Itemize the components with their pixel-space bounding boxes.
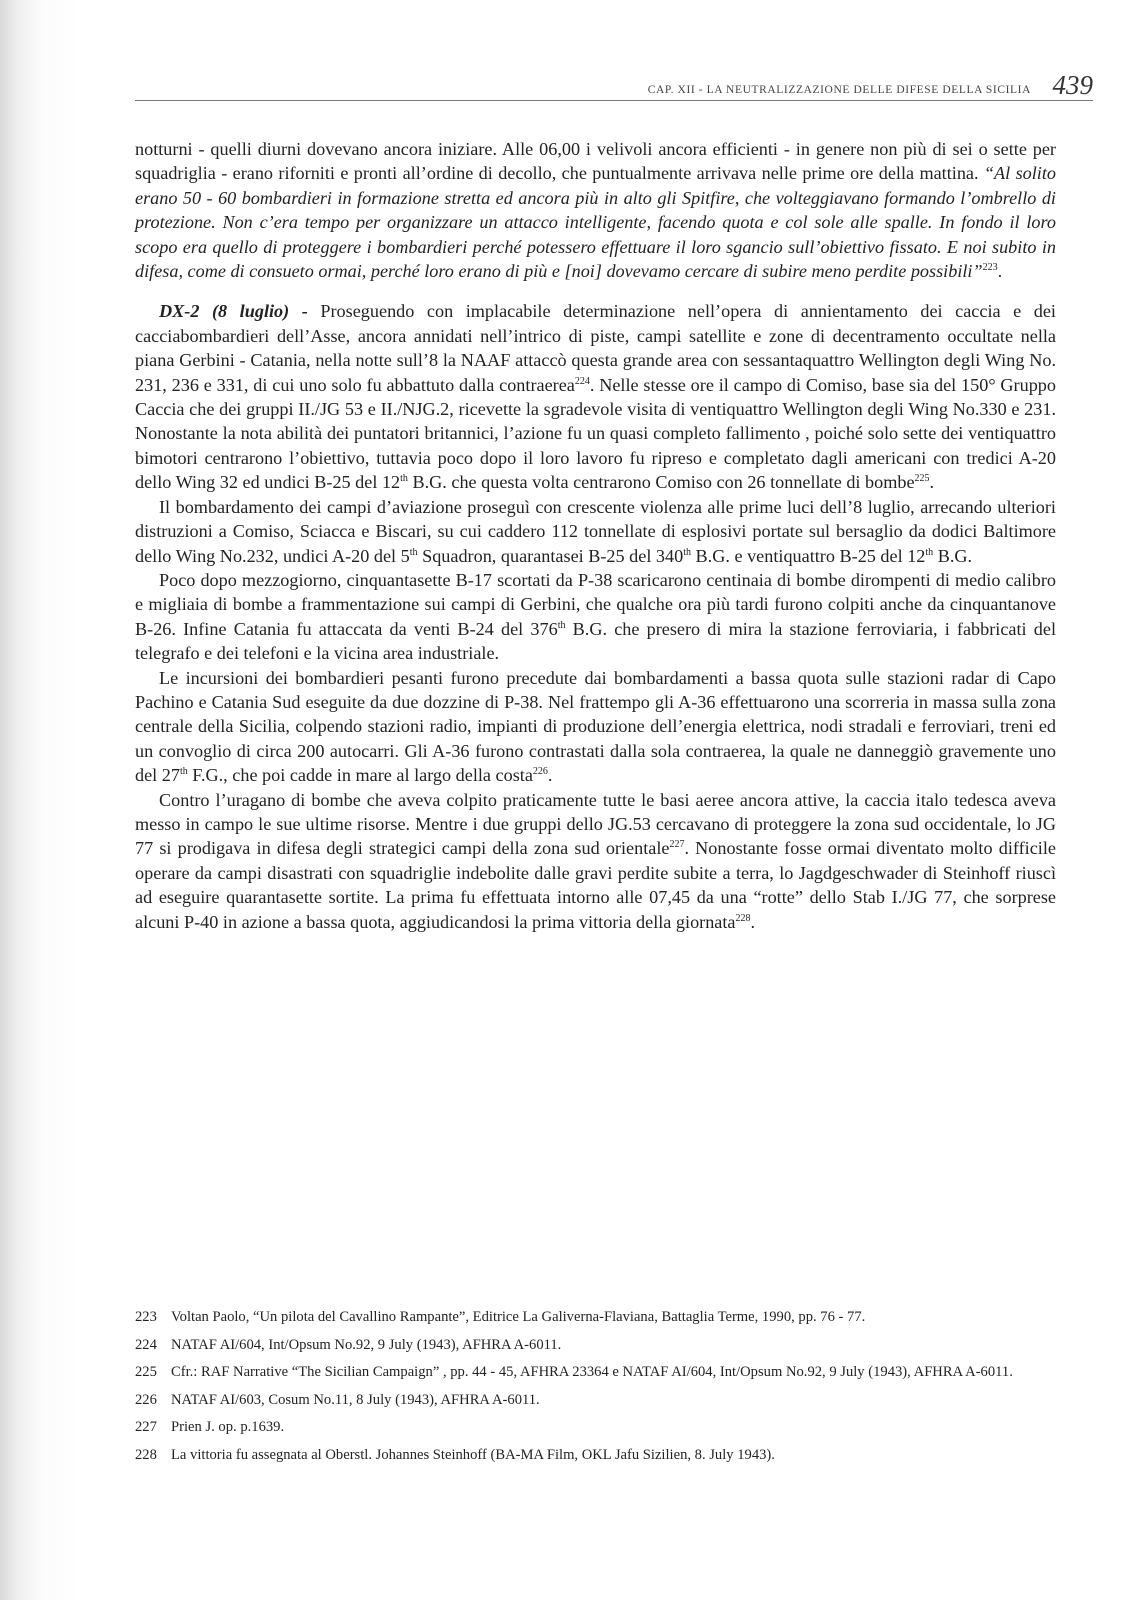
paragraph-text: Il bombardamento dei campi d’aviazione proseguì con crescente violenza alle prime luci dell’8 luglio, arrecando ulteriori distruzioni a Comiso, Sciacca e Biscari, su cui caddero 112 tonnellate di esplosivi portate sul bersaglio da dodici Baltimore dello Wing No.232, undici A-20 del 5: [135, 496, 1056, 566]
paragraph-text: B.G. e ventiquattro B-25 del 12: [691, 545, 926, 566]
footnote-226: [135, 1391, 1056, 1410]
ordinal-suffix: th: [409, 546, 418, 558]
footnote-text: Voltan Paolo, “Un pilota del Cavallino Rampante”, Editrice La Galiverna-Flaviana, Battaglia Terme, 1990, pp. 76 - 77.: [171, 1309, 866, 1325]
footnote-text: Prien J. op. p.1639.: [171, 1419, 285, 1436]
paragraph-dx2: [135, 299, 1056, 494]
ordinal-suffix: th: [400, 473, 408, 485]
paragraph-text: . Nonostante fosse ormai diventato molto difficile operare da campi disastrati con squadriglie indebolite dalle gravi perdite subite a terra, lo Jagdgeschwader di Steinhoff riuscì ad eseguire quarantasette sortite. La prima fu effettuata intorno alle 07,45 da una “rotte” dello Stab I./JG 77, che sorprese alcuni P-40 in azione a bassa quota, aggiudicandosi la prima vittoria della giornata: [135, 838, 1056, 932]
footnote-225: [135, 1363, 1056, 1382]
footnote-number: 223: [135, 1309, 157, 1325]
footnote-number: 224: [135, 1336, 157, 1353]
paragraph-1: [135, 137, 1056, 283]
ordinal-suffix: th: [925, 546, 934, 558]
paragraph-text: F.G., che poi cadde in mare al largo della costa: [187, 765, 533, 786]
quote-text: “Al solito erano 50 - 60 bombardieri in formazione stretta ed ancora più in alto gli Spitfire, che volteggiavano formando l’ombrello di protezione. Non c’era tempo per organizzare un attacco intelligente, facendo quota e col sole alle spalle. In fondo il loro scopo era quello di proteggere i bombardieri perché potessero effettuare il loro sgancio sull’obiettivo fissato. E noi subito in difesa, come di consueto ormai, perché loro erano di più e [noi] dovevamo cercare di subire meno perdite possibili”: [135, 163, 1057, 282]
paragraph-text: Contro l’uragano di bombe che aveva colpito praticamente tutte le basi aeree ancora attive, la caccia italo tedesca aveva messo in campo le sue ultime risorse. Mentre i due gruppi dello JG.53 cercavano di proteggere la zona sud occidentale, lo JG 77 si prodigava in difesa degli strategici campi della zona sud orientale: [135, 789, 1056, 859]
paragraph-text: B.G.: [933, 545, 973, 566]
ordinal-suffix: th: [683, 546, 691, 558]
footnote-number: 225: [135, 1364, 157, 1381]
paragraph-3: [135, 495, 1056, 568]
footnote-text: Cfr.: RAF Narrative “The Sicilian Campaign” , pp. 44 - 45, AFHRA 23364 e NATAF AI/604, Int/Opsum No.92, 9 July (1943), AFHRA A-6011.: [171, 1364, 1013, 1381]
paragraph-text: B.G. che questa volta centrarono Comiso con 26 tonnellate di bombe: [407, 472, 915, 493]
paragraph-end: .: [929, 472, 935, 493]
paragraph-text: Poco dopo mezzogiorno, cinquantasette B-17 scortati da P-38 scaricarono centinaia di bombe dirompenti di medio calibro e migliaia di bombe a frammentazione sui campi di Gerbini, che qualche ora più tardi furono colpiti anche da cinquantanove B-26. Infine Catania fu attaccata da venti B-24 del 376: [135, 569, 1056, 639]
footnote-ref-225: 225: [914, 473, 930, 485]
ordinal-suffix: th: [179, 766, 188, 778]
paragraph-text: B.G. che presero di mira la stazione ferroviaria, i fabbricati del telegrafo e dei telefoni e la vicina area industriale.: [135, 618, 1056, 664]
paragraph-5: [135, 666, 1056, 788]
paragraph-end: .: [750, 911, 756, 932]
footnote-number: 226: [135, 1391, 157, 1408]
paragraph-text: notturni - quelli diurni dovevano ancora iniziare. Alle 06,00 i velivoli ancora efficienti - in genere non più di sei o sette per squadriglia - erano riforniti e pronti all’ordine di decollo, che puntualmente arrivava nelle prime ore della mattina.: [135, 139, 1056, 184]
footnote-ref-227: 227: [669, 839, 685, 851]
footnote-ref-223: 223: [982, 262, 998, 274]
footnote-ref-224: 224: [574, 375, 590, 387]
page-number: 439: [1052, 70, 1093, 100]
footnote-number: 228: [135, 1446, 157, 1463]
footnote-number: 227: [135, 1419, 157, 1436]
ordinal-suffix: th: [557, 619, 566, 631]
paragraph-text: Squadron, quarantasei B-25 del 340: [417, 545, 684, 566]
footnote-228: [135, 1446, 1056, 1465]
paragraph-end: .: [997, 261, 1003, 282]
page-header: [135, 70, 1093, 101]
footnote-text: NATAF AI/604, Int/Opsum No.92, 9 July (1943), AFHRA A-6011.: [171, 1336, 562, 1353]
footnote-text: NATAF AI/603, Cosum No.11, 8 July (1943), AFHRA A-6011.: [171, 1391, 540, 1408]
footnote-227: [135, 1418, 1056, 1437]
running-head: CAP. XII - LA NEUTRALIZZAZIONE DELLE DIFESE DELLA SICILIA: [647, 84, 1031, 96]
footnote-ref-226: 226: [532, 766, 548, 778]
body-text: [135, 137, 1056, 934]
footnote-text: La vittoria fu assegnata al Oberstl. Johannes Steinhoff (BA-MA Film, OKL Jafu Sizilien, 8. July 1943).: [171, 1446, 775, 1463]
section-title-dx2: DX-2 (8 luglio) -: [159, 301, 308, 322]
paragraph-6: [135, 788, 1056, 934]
footnote-224: [135, 1336, 1056, 1355]
paragraph-text: . Nelle stesse ore il campo di Comiso, base sia del 150° Gruppo Caccia che dei gruppi II./JG 53 e II./NJG.2, ricevette la sgradevole visita di ventiquattro Wellington degli Wing No.330 e 231. Nonostante la nota abilità dei puntatori britannici, l’azione fu un quasi completo fallimento , poiché solo sette dei ventiquattro bimotori centrarono l’obiettivo, tuttavia poco dopo il loro lavoro fu ripreso e completato dagli americani con tredici A-20 dello Wing 32 ed undici B-25 del 12: [135, 374, 1056, 493]
paragraph-text: Le incursioni dei bombardieri pesanti furono precedute dai bombardamenti a bassa quota sulle stazioni radar di Capo Pachino e Catania Sud eseguite da due dozzine di P-38. Nel frattempo gli A-36 effettuarono una scorreria in massa sulla zona centrale della Sicilia, colpendo stazioni radio, impianti di produzione dell’energia elettrica, nodi stradali e ferroviari, treni ed un convoglio di circa 200 autocarri. Gli A-36 furono contrastati dalla sola contraerea, la quale ne danneggiò gravemente uno del 27: [135, 667, 1056, 786]
paragraph-end: .: [547, 765, 553, 786]
paragraph-4: [135, 568, 1056, 666]
paragraph-text: Proseguendo con implacabile determinazione nell’opera di annientamento dei caccia e dei cacciabombardieri dell’Asse, ancora annidati nell’intrico di piste, campi satellite e zone di decentramento occultate nella piana Gerbini - Catania, nella notte sull’8 la NAAF attaccò questa grande area con sessantaquattro Wellington degli Wing No. 231, 236 e 331, di cui uno solo fu abbattuto dalla contraerea: [135, 301, 1056, 395]
footnote-ref-228: 228: [735, 912, 751, 924]
footnote-223: [135, 1308, 1056, 1327]
footnotes: [135, 1308, 1056, 1474]
